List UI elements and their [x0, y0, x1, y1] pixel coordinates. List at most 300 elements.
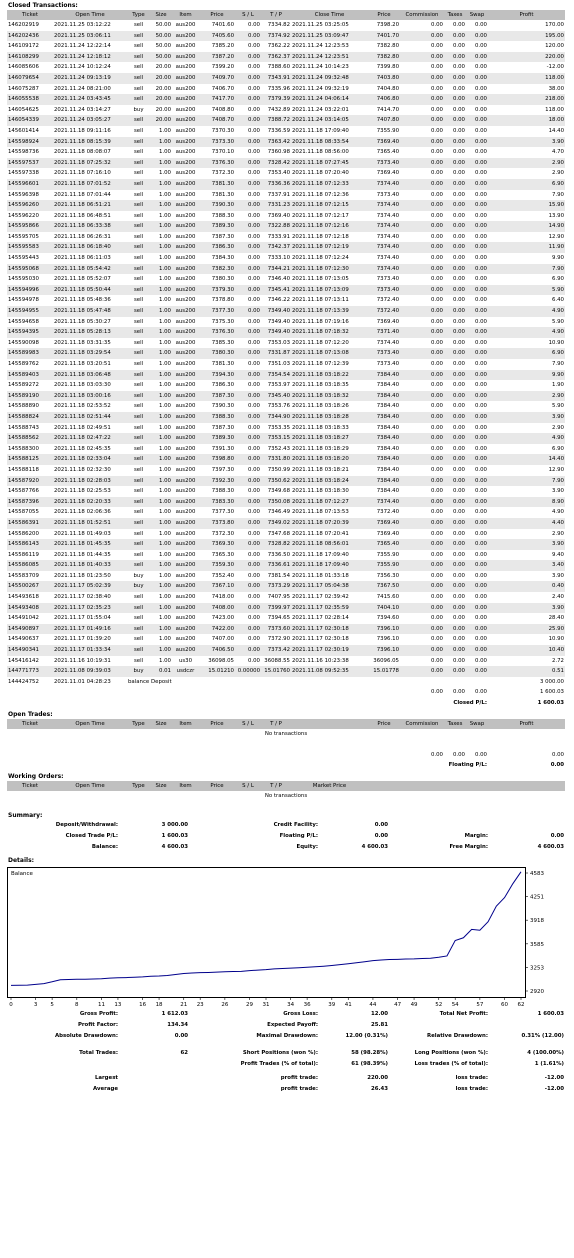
cell-taxes: 0.00	[452, 572, 465, 579]
cell-size: 1.00	[150, 137, 172, 148]
cell-close-price: 7367.50	[368, 581, 400, 592]
open-total-commission: 0.00	[430, 751, 443, 758]
cell-open-price: 7422.00	[199, 624, 235, 635]
margin-value: 0.00	[550, 832, 564, 839]
cell-item: aus200	[172, 31, 199, 42]
closed-trade-pl-label: Closed Trade P/L:	[65, 832, 118, 839]
table-row	[7, 454, 565, 465]
cell-type: sell	[133, 424, 144, 431]
cell-size: 1.00	[150, 433, 172, 444]
cell-profit: 3.90	[488, 412, 565, 423]
average-profit-value: 26.43	[370, 1085, 388, 1092]
largest-profit-value: 220.00	[367, 1074, 388, 1081]
cell-open-time: 2021.11.18 06:26:31	[54, 233, 111, 240]
cell-stop-loss: 0.00	[235, 412, 261, 423]
cell-taxes: 0.00	[444, 412, 466, 423]
cell-size: 1.00	[158, 657, 171, 664]
deposit-value: 3 000.00	[161, 821, 188, 828]
table-row	[7, 200, 565, 211]
cell-size: 1.00	[158, 403, 171, 410]
balance-chart	[7, 865, 552, 1007]
cell-ticket: 145595443	[8, 255, 39, 262]
cell-commission: 0.00	[400, 497, 444, 508]
cell-ticket: 145586200	[8, 530, 39, 537]
cell-commission: 0.00	[430, 361, 443, 367]
cell-item: aus200	[175, 339, 196, 346]
cell-take-profit: 7331.80	[261, 454, 291, 465]
cell-stop-loss: 0.00	[235, 518, 261, 529]
cell-open-price: 7375.30	[211, 318, 234, 325]
cell-type: sell	[127, 200, 150, 211]
x-tick-label: 0	[9, 1001, 13, 1007]
margin-label: Margin:	[464, 832, 488, 839]
cell-ticket: 145586391	[7, 518, 53, 529]
cell-taxes: 0.00	[444, 327, 466, 338]
cell-commission: 0.00	[400, 412, 444, 423]
cell-swap: 0.00	[474, 636, 487, 643]
cell-commission: 0.00	[400, 603, 444, 614]
cell-stop-loss: 0.00	[235, 264, 261, 275]
cell-profit: 4.40	[488, 518, 565, 529]
cell-taxes: 0.00	[444, 137, 466, 148]
cell-commission: 0.00	[430, 318, 443, 325]
cell-open-price: 7406.50	[199, 645, 235, 656]
cell-close-price: 7382.80	[368, 52, 400, 63]
cell-stop-loss: 0.00	[235, 94, 261, 105]
table-row	[7, 137, 565, 148]
cell-type: sell	[127, 645, 150, 656]
cell-open-price: 7372.30	[211, 530, 234, 537]
x-tick-label: 13	[114, 1001, 122, 1007]
cell-stop-loss: 0.00	[247, 255, 260, 262]
cell-swap: 0.00	[466, 327, 488, 338]
cell-commission: 0.00	[400, 560, 444, 571]
cell-open-price: 7417.70	[199, 94, 235, 105]
table-row	[7, 666, 565, 677]
table-row	[7, 550, 565, 561]
cell-item: aus200	[172, 221, 199, 232]
cell-take-profit: 7407.95	[267, 594, 290, 601]
cell-ticket: 145598924	[7, 137, 53, 148]
cell-open-price: 7359.30	[199, 560, 235, 571]
cell-swap: 0.00	[466, 348, 488, 359]
cell-taxes: 0.00	[444, 31, 466, 42]
cell-close-price: 7404.80	[376, 85, 399, 92]
cell-close-time: 2021.11.18 07:12:36	[292, 191, 349, 198]
cell-profit: 7.90	[551, 361, 564, 367]
table-row	[7, 581, 565, 592]
cell-commission: 0.00	[400, 306, 444, 317]
cell-open-time: 2021.11.18 02:45:35	[54, 445, 111, 452]
cell-commission: 0.00	[400, 476, 444, 487]
cell-taxes: 0.00	[444, 391, 466, 402]
cell-type: sell	[127, 539, 150, 550]
cell-swap: 0.00	[474, 127, 487, 134]
cell-close-price: 7356.30	[376, 572, 399, 579]
cell-open-time: 2021.11.18 03:00:16	[53, 391, 127, 402]
average-loss-label: loss trade:	[455, 1085, 488, 1092]
header-size: Size	[150, 781, 172, 791]
cell-ticket: 145595705	[8, 233, 39, 240]
cell-item: aus200	[175, 382, 196, 389]
cell-swap: 0.00	[466, 137, 488, 148]
table-row	[7, 645, 565, 656]
cell-close-time: 2021.11.18 08:56:00	[292, 149, 349, 156]
chart-plot-area	[8, 867, 526, 997]
cell-ticket: 145594395	[7, 327, 53, 338]
cell-swap: 0.00	[474, 361, 487, 367]
cell-profit: 6.90	[551, 276, 564, 283]
header-ticket: Ticket	[7, 10, 53, 20]
cell-profit: 18.00	[488, 115, 565, 126]
cell-commission: 0.00	[430, 594, 443, 601]
cell-stop-loss: 0.00	[247, 424, 260, 431]
cell-open-time: 2021.11.18 07:01:44	[54, 191, 111, 198]
cell-item: aus200	[175, 636, 196, 643]
cell-take-profit: 7336.36	[261, 179, 291, 190]
cell-open-price: 7398.80	[199, 454, 235, 465]
cell-commission: 0.00	[430, 212, 443, 219]
cell-stop-loss: 0.00	[247, 318, 260, 325]
absolute-drawdown-value: 0.00	[174, 1032, 188, 1039]
cell-commission: 0.00	[400, 539, 444, 550]
cell-size: 1.00	[158, 255, 171, 262]
cell-take-profit: 7360.98	[267, 149, 290, 156]
cell-open-time: 2021.11.25 03:06:11	[53, 31, 127, 42]
cell-close-time: 2021.11.18 03:18:21	[292, 466, 349, 473]
cell-stop-loss: 0.00	[235, 115, 261, 126]
cell-swap: 0.00	[466, 370, 488, 381]
table-row	[7, 391, 565, 402]
cell-swap: 0.00	[474, 445, 487, 452]
cell-take-profit: 7374.92	[261, 31, 291, 42]
cell-close-price: 7355.90	[368, 560, 400, 571]
cell-ticket: 145597338	[8, 170, 39, 177]
cell-close-time: 2021.11.18 07:20:41	[292, 530, 349, 537]
cell-swap: 0.00	[466, 560, 488, 571]
cell-open-time: 2021.11.18 02:33:04	[53, 454, 127, 465]
cell-item: aus200	[172, 200, 199, 211]
cell-size: 1.00	[150, 221, 172, 232]
cell-profit: 9.90	[488, 370, 565, 381]
cell-size: 1.00	[150, 285, 172, 296]
cell-swap: 0.00	[466, 603, 488, 614]
cell-item: aus200	[175, 106, 196, 113]
cell-item: aus200	[172, 518, 199, 529]
cell-open-time: 2021.11.18 05:48:36	[54, 297, 111, 304]
cell-item: aus200	[175, 170, 196, 177]
cell-swap: 0.00	[474, 318, 487, 325]
x-tick-label: 31	[262, 1001, 270, 1007]
cell-stop-loss: 0.00	[247, 149, 260, 156]
table-row	[7, 126, 565, 137]
cell-take-profit: 15.01760	[261, 666, 291, 677]
cell-swap: 0.00	[474, 403, 487, 410]
cell-swap: 0.00	[466, 73, 488, 84]
x-tick-label: 5	[50, 1001, 54, 1007]
cell-commission: 0.00	[400, 327, 444, 338]
cell-taxes: 0.00	[452, 530, 465, 537]
cell-commission: 0.00	[400, 348, 444, 359]
cell-taxes: 0.00	[444, 603, 466, 614]
cell-type: sell	[133, 255, 144, 262]
cell-ticket: 145587055	[8, 509, 39, 516]
cell-open-time: 2021.11.18 01:45:35	[53, 539, 127, 550]
header-commission: Commission	[400, 719, 444, 729]
cell-size: 1.00	[158, 615, 171, 622]
cell-stop-loss: 0.00	[235, 624, 261, 635]
cell-open-price: 7388.30	[199, 412, 235, 423]
y-tick-label: 3585	[530, 941, 544, 948]
table-row	[7, 571, 565, 582]
cell-close-time: 2021.11.24 09:32:19	[292, 85, 349, 92]
cell-swap: 0.00	[466, 200, 488, 211]
cell-commission: 0.00	[430, 106, 443, 113]
cell-open-price: 7383.30	[199, 497, 235, 508]
header-close-time: Market Price	[291, 781, 368, 791]
cell-type: sell	[133, 64, 144, 71]
cell-open-price: 7386.30	[199, 242, 235, 253]
cell-commission: 0.00	[400, 52, 444, 63]
cell-item: aus200	[175, 403, 196, 410]
header-item: Item	[172, 719, 199, 729]
cell-taxes: 0.00	[452, 255, 465, 262]
cell-taxes: 0.00	[452, 509, 465, 516]
total-profit: 1 600.03	[539, 689, 564, 696]
cell-item: aus200	[175, 466, 196, 473]
header-open-price: Price	[199, 10, 235, 20]
cell-ticket: 145588300	[8, 445, 39, 452]
cell-open-time: 2021.11.18 02:51:44	[53, 412, 127, 423]
cell-taxes: 0.00	[444, 264, 466, 275]
cell-open-price: 7382.30	[199, 264, 235, 275]
cell-taxes: 0.00	[444, 497, 466, 508]
x-tick-label: 16	[139, 1001, 147, 1007]
cell-size: 1.00	[150, 624, 172, 635]
cell-open-price: 7418.00	[211, 594, 234, 601]
cell-take-profit: 7363.42	[261, 137, 291, 148]
total-swap: 0.00	[474, 689, 487, 696]
cell-taxes: 0.00	[452, 297, 465, 304]
cell-item: aus200	[172, 539, 199, 550]
cell-take-profit: 7334.82	[267, 22, 290, 28]
cell-close-time: 2021.11.18 03:18:22	[291, 370, 368, 381]
cell-open-price: 7387.20	[199, 52, 235, 63]
cell-swap: 0.00	[474, 170, 487, 177]
cell-take-profit: 7373.42	[261, 645, 291, 656]
cell-size: 1.00	[158, 127, 171, 134]
cell-open-time: 2021.11.01 04:28:23	[54, 678, 111, 685]
closed-trade-pl-value: 1 600.03	[161, 832, 188, 839]
cell-type: sell	[133, 615, 144, 622]
table-row	[7, 158, 565, 169]
cell-taxes: 0.00	[452, 22, 465, 28]
profit-factor-value: 134.34	[167, 1021, 188, 1028]
cell-ticket: 145587920	[7, 476, 53, 487]
cell-stop-loss: 0.00	[247, 594, 260, 601]
cell-size: 1.00	[158, 594, 171, 601]
x-tick-label: 26	[221, 1001, 229, 1007]
cell-ticket: 145588562	[7, 433, 53, 444]
floating-pl-label: Floating P/L:	[448, 762, 487, 769]
cell-taxes: 0.00	[444, 242, 466, 253]
cell-take-profit: 7373.29	[261, 581, 291, 592]
cell-close-time: 2021.11.18 08:56:01	[291, 539, 368, 550]
total-trades-value: 62	[180, 1049, 188, 1056]
cell-taxes: 0.00	[452, 85, 465, 92]
header-type: Type	[127, 781, 150, 791]
cell-close-price: 7373.40	[368, 158, 400, 169]
cell-take-profit: 7335.96	[267, 85, 290, 92]
header-open-price: Price	[199, 781, 235, 791]
cell-take-profit: 7372.90	[267, 636, 290, 643]
cell-open-time: 2021.11.17 02:35:23	[53, 603, 127, 614]
cell-open-price: 7373.80	[199, 518, 235, 529]
cell-open-price: 7352.40	[211, 572, 234, 579]
cell-open-time: 2021.11.18 09:11:16	[54, 127, 111, 134]
cell-open-time: 2021.11.18 05:54:42	[53, 264, 127, 275]
cell-taxes: 0.00	[444, 560, 466, 571]
cell-profit: 15.90	[488, 200, 565, 211]
cell-take-profit: 7345.41	[261, 285, 291, 296]
cell-stop-loss: 0.00	[247, 127, 260, 134]
table-row	[7, 306, 565, 317]
cell-open-price: 7408.00	[199, 603, 235, 614]
cell-ticket: 145590098	[8, 339, 39, 346]
cell-close-time: 2021.11.17 02:30:18	[291, 624, 368, 635]
short-positions-label: Short Positions (won %):	[242, 1049, 318, 1056]
average-loss-value: -12.00	[544, 1085, 564, 1092]
cell-profit: 3.40	[488, 560, 565, 571]
header-open-time: Open Time	[53, 10, 127, 20]
cell-close-time: 2021.11.18 07:13:39	[291, 306, 368, 317]
cell-close-time: 2021.11.18 07:13:08	[291, 348, 368, 359]
cell-close-time: 2021.11.24 03:22:01	[292, 106, 349, 113]
cell-type: sell	[133, 403, 144, 410]
cell-swap: 0.00	[474, 233, 487, 240]
maximal-drawdown-label: Maximal Drawdown:	[256, 1032, 318, 1039]
x-tick-label: 57	[476, 1001, 484, 1007]
cell-swap: 0.00	[474, 106, 487, 113]
cell-type: sell	[127, 348, 150, 359]
cell-size: 1.00	[158, 466, 171, 473]
cell-size: 1.00	[158, 445, 171, 452]
cell-profit: 14.40	[548, 127, 564, 134]
header-empty	[368, 781, 400, 791]
header-type: Type	[127, 719, 150, 729]
cell-close-price: 7407.80	[368, 115, 400, 126]
table-row	[7, 115, 565, 126]
header-open-time: Open Time	[53, 781, 127, 791]
x-tick-label: 34	[287, 1001, 295, 1007]
cell-size: 1.00	[158, 530, 171, 537]
cell-close-price: 7396.10	[368, 624, 400, 635]
cell-take-profit: 7350.62	[261, 476, 291, 487]
cell-close-price: 7374.40	[368, 221, 400, 232]
cell-take-profit: 7354.54	[261, 370, 291, 381]
long-positions-value: 4 (100.00%)	[527, 1049, 564, 1056]
cell-close-time: 2021.11.18 07:13:53	[292, 509, 349, 516]
cell-swap: 0.00	[474, 85, 487, 92]
cell-ticket: 145589762	[8, 361, 39, 367]
cell-open-price: 7367.10	[199, 581, 235, 592]
cell-close-time: 2021.11.18 03:18:20	[291, 454, 368, 465]
cell-open-price: 7388.30	[211, 488, 234, 495]
cell-stop-loss: 0.00	[235, 73, 261, 84]
cell-stop-loss: 0.00	[235, 52, 261, 63]
header-close-time	[291, 719, 368, 729]
cell-profit: 0.51	[488, 666, 565, 677]
cell-ticket: 145596601	[7, 179, 53, 190]
cell-type: sell	[133, 636, 144, 643]
cell-size: 50.00	[150, 31, 172, 42]
cell-type: buy	[133, 572, 144, 579]
cell-ticket: 145586119	[8, 551, 39, 558]
cell-size: 1.00	[158, 488, 171, 495]
cell-open-price: 7385.20	[211, 43, 234, 50]
table-row	[7, 105, 565, 116]
cell-close-price: 7355.90	[376, 551, 399, 558]
cell-commission: 0.00	[430, 170, 443, 177]
cell-profit: 1.90	[551, 382, 564, 389]
cell-ticket: 145588125	[7, 454, 53, 465]
cell-take-profit: 7353.40	[267, 170, 290, 177]
cell-open-time: 2021.11.24 09:13:19	[53, 73, 127, 84]
cell-open-price: 7370.30	[211, 127, 234, 134]
cell-size: 1.00	[158, 170, 171, 177]
cell-profit: 5.90	[488, 285, 565, 296]
cell-take-profit: 7346.40	[267, 276, 290, 283]
cell-ticket: 145500267	[7, 581, 53, 592]
header-stop-loss: S / L	[235, 10, 261, 20]
header-item: Item	[172, 10, 199, 20]
cell-swap: 0.00	[474, 191, 487, 198]
cell-size: 1.00	[150, 158, 172, 169]
cell-stop-loss: 0.00	[235, 581, 261, 592]
cell-swap: 0.00	[474, 64, 487, 71]
cell-open-price: 7387.30	[211, 424, 234, 431]
cell-item: aus200	[175, 445, 196, 452]
closed-transactions-table	[7, 10, 565, 709]
cell-type: sell	[133, 149, 144, 156]
cell-size: 1.00	[158, 276, 171, 283]
cell-stop-loss: 0.00	[247, 615, 260, 622]
cell-stop-loss: 0.00	[247, 276, 260, 283]
cell-item: aus200	[172, 433, 199, 444]
cell-ticket: 145493618	[8, 594, 39, 601]
cell-take-profit: 7344.21	[261, 264, 291, 275]
header-open-time: Open Time	[53, 719, 127, 729]
cell-type: sell	[133, 127, 144, 134]
table-row	[7, 274, 565, 285]
cell-stop-loss: 0.00	[235, 433, 261, 444]
cell-close-time: 2021.11.24 09:32:48	[291, 73, 368, 84]
table-row	[7, 613, 565, 624]
cell-profit: 2.72	[551, 657, 564, 664]
cell-open-price: 7372.30	[211, 170, 234, 177]
cell-stop-loss: 0.00	[247, 657, 260, 664]
cell-stop-loss: 0.00	[247, 170, 260, 177]
table-row	[7, 423, 565, 434]
cell-commission: 0.00	[400, 264, 444, 275]
cell-commission: 0.00	[430, 149, 443, 156]
cell-type: sell	[127, 221, 150, 232]
cell-close-price: 7396.10	[376, 636, 399, 643]
cell-close-time: 2021.11.25 03:25:05	[292, 22, 349, 28]
cell-close-time: 2021.11.18 03:18:33	[292, 424, 349, 431]
cell-profit: 2.90	[488, 391, 565, 402]
table-row	[7, 529, 565, 540]
